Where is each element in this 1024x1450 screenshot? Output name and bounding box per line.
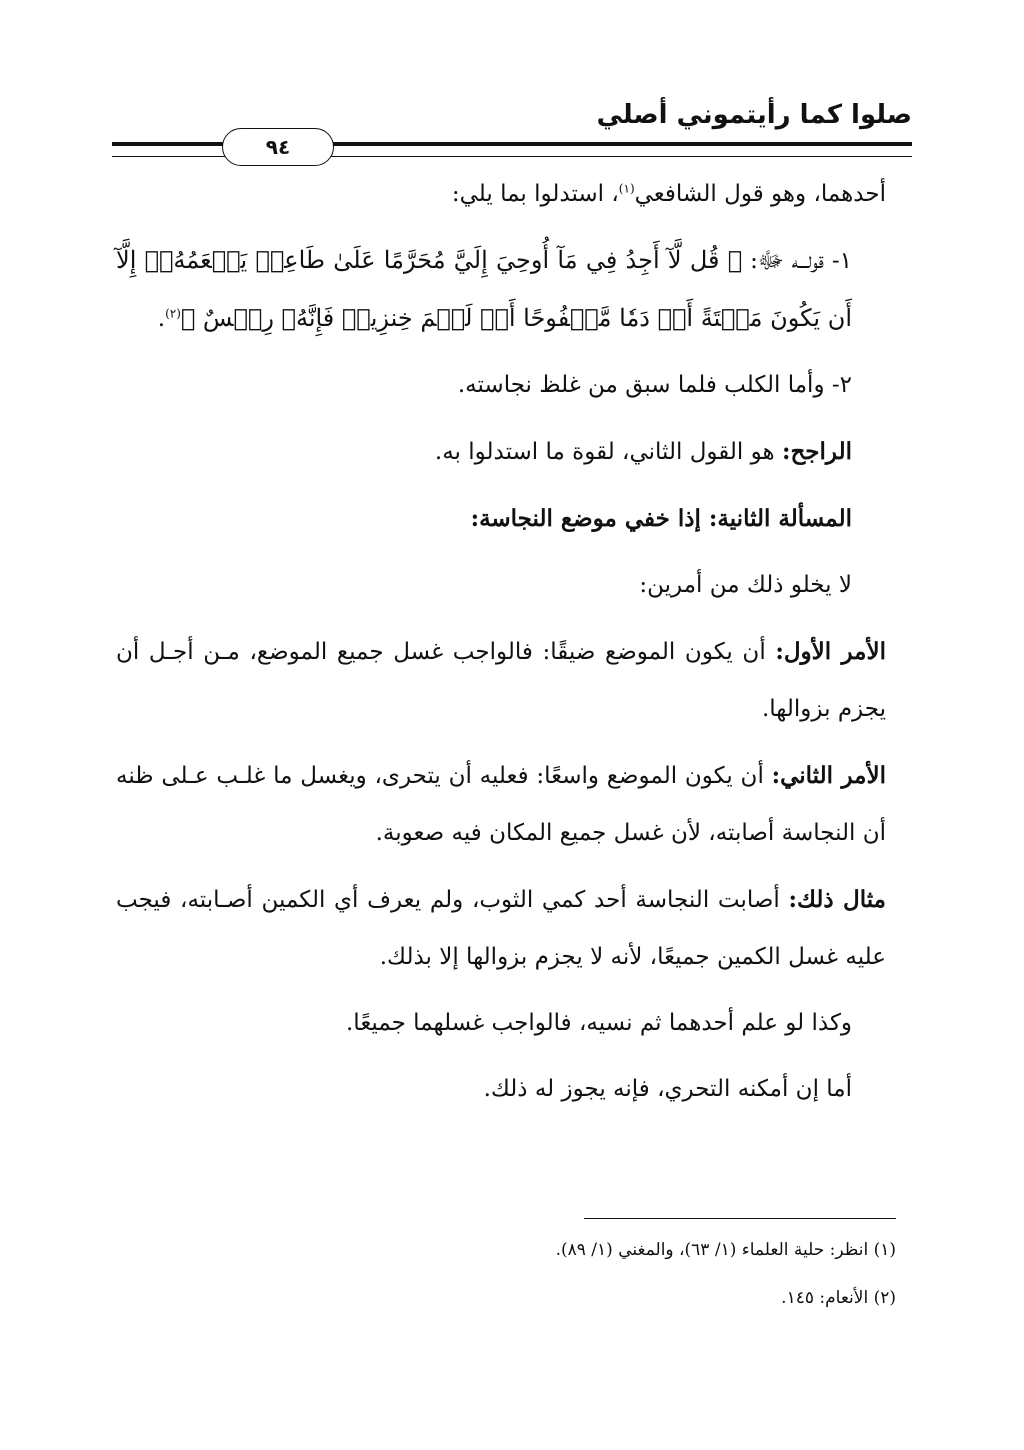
paragraph-1-text-after: ، استدلوا بما يلي:	[451, 181, 619, 207]
paragraph-3	[116, 357, 852, 414]
paragraph-7	[116, 623, 886, 738]
paragraph-7-text: أن يكون الموضع ضيقًا: فالواجب غسل جميع الموضع، مـن أجـل أن يجزم بزوالها.	[116, 639, 886, 722]
paragraph-8-text: أن يكون الموضع واسعًا: فعليه أن يتحرى، ويغسل ما غلـب عـلى ظنه أن النجاسة أصابته، لأن غسل جميع المكان فيه صعوبة.	[116, 763, 886, 846]
running-title: صلوا كما رأيتموني أصلي	[596, 100, 912, 130]
page-number: ٩٤	[222, 128, 334, 166]
paragraph-4-text: هو القول الثاني، لقوة ما استدلوا به.	[434, 439, 782, 465]
paragraph-10-text: وكذا لو علم أحدهما ثم نسيه، فالواجب غسلهما جميعًا.	[346, 1010, 852, 1036]
paragraph-2-suffix: .	[157, 306, 166, 332]
paragraph-4-lead: الراجح:	[781, 438, 852, 465]
paragraph-3-text: ٢- وأما الكلب فلما سبق من غلظ نجاسته.	[457, 372, 852, 398]
paragraph-11	[116, 1061, 852, 1118]
section-heading: المسألة الثانية: إذا خفي موضع النجاسة:	[470, 505, 852, 532]
footnotes	[200, 1226, 896, 1322]
paragraph-8	[116, 747, 886, 862]
paragraph-10	[116, 995, 852, 1052]
paragraph-6	[116, 557, 852, 614]
footnote-1: (١) انظر: حلية العلماء (١/ ٦٣)، والمغني (١/ ٨٩).	[555, 1240, 896, 1260]
paragraph-8-lead: الأمر الثاني:	[771, 762, 887, 789]
paragraph-1-text: أحدهما، وهو قول الشافعي	[634, 181, 886, 207]
paragraph-6-text: لا يخلو ذلك من أمرين:	[639, 572, 852, 598]
paragraph-11-text: أما إن أمكنه التحري، فإنه يجوز له ذلك.	[483, 1076, 852, 1102]
paragraph-2-prefix: ١- قولـــه ﷻ:	[742, 248, 852, 274]
paragraph-9	[116, 871, 886, 986]
footnote-2: (٢) الأنعام: ١٤٥.	[781, 1288, 896, 1308]
footnote-ref-1: (١)	[618, 181, 635, 196]
paragraph-1	[116, 166, 886, 223]
paragraph-4	[116, 423, 852, 481]
footnote-ref-2: (٢)	[165, 306, 181, 321]
body-text	[116, 166, 887, 1127]
footnote-separator	[584, 1218, 896, 1219]
paragraph-5	[116, 490, 852, 548]
paragraph-2	[116, 232, 852, 348]
paragraph-9-text: أصابت النجاسة أحد كمي الثوب، ولم يعرف أي الكمين أصـابته، فيجب عليه غسل الكمين جميعًا، لأنه لا يجزم بزوالها إلا بذلك.	[116, 887, 886, 970]
quran-verse: ﴿ قُل لَّآ أَجِدُ فِي مَآ أُوحِيَ إِلَيَّ مُحَرَّمًا عَلَىٰ طَاعِمٖ يَطۡعَمُهُۥٓ إِلَّآ أَن يَكُونَ مَيۡتَةً أَوۡ دَمٗا مَّسۡفُوحًا أَوۡ لَحۡمَ خِنزِيرٖ فَإِنَّهُۥ رِجۡسٌ ﴾	[116, 246, 852, 332]
paragraph-9-lead: مثال ذلك:	[788, 886, 886, 913]
paragraph-7-lead: الأمر الأول:	[775, 638, 886, 665]
